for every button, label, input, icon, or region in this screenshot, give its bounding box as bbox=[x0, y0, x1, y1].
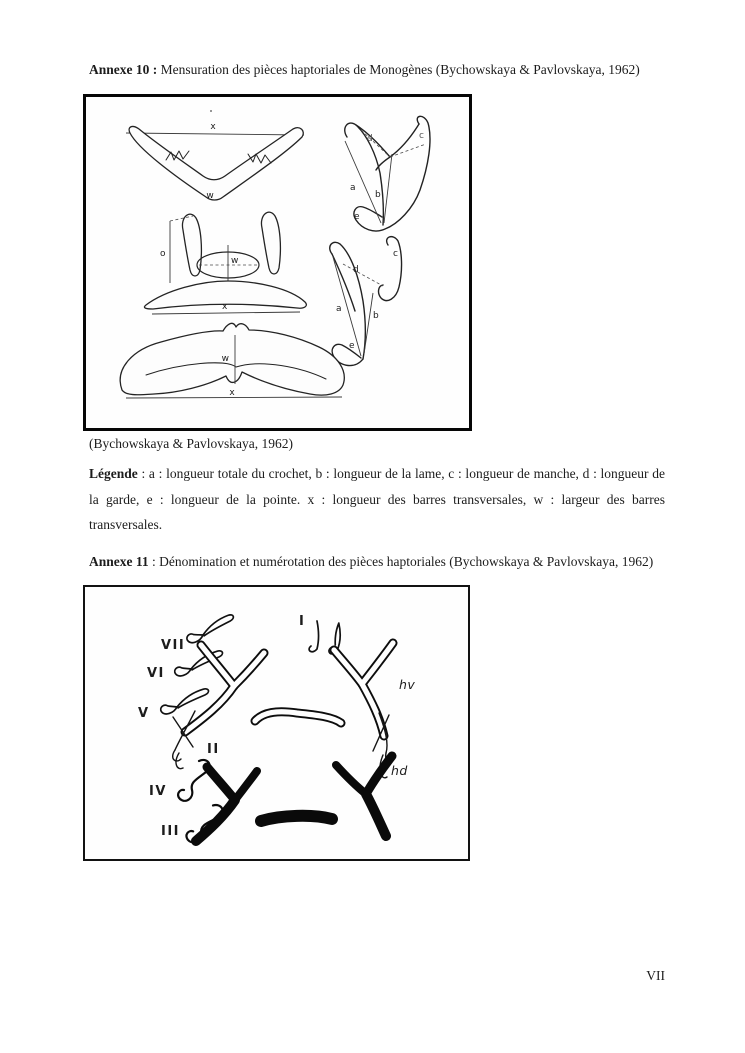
wing-bar-drawing bbox=[120, 323, 344, 398]
hook-mid-d-label: d bbox=[353, 265, 359, 275]
annexe10-figure-caption: (Bychowskaya & Pavlovskaya, 1962) bbox=[89, 436, 293, 451]
hook-mid-c-label: c bbox=[393, 249, 398, 259]
anchor-hook-top-drawing bbox=[345, 116, 430, 231]
annexe10-heading bbox=[89, 62, 665, 78]
label-hv: hv bbox=[399, 676, 416, 692]
label-V: V bbox=[138, 705, 150, 721]
hooklet-IV-drawing bbox=[149, 759, 210, 800]
bar-mid-x-label: x bbox=[222, 302, 228, 312]
ventral-bar-drawing bbox=[126, 110, 304, 201]
annexe10-legend-label: Légende bbox=[89, 466, 138, 481]
haptorial-measurement-drawing bbox=[86, 97, 469, 428]
anchor-hook-mid-drawing bbox=[330, 237, 402, 366]
bar-top-w-label: w bbox=[206, 191, 214, 201]
haptorial-numbering-drawing bbox=[85, 587, 468, 859]
label-VI: VI bbox=[147, 665, 165, 681]
annexe10-figure bbox=[83, 94, 472, 431]
annexe10-heading-label: Annexe 10 : bbox=[89, 62, 158, 77]
bar-mid-o-label: o bbox=[160, 249, 166, 259]
page-content bbox=[89, 62, 665, 861]
hook-top-c-label: c bbox=[419, 131, 424, 141]
label-III: III bbox=[161, 823, 181, 839]
hook-mid-a-label: a bbox=[336, 304, 342, 314]
label-I: I bbox=[299, 613, 306, 629]
bar-bottom-w-label: w bbox=[221, 354, 229, 364]
hook-top-d-label: d bbox=[367, 134, 373, 144]
annexe10-legend bbox=[89, 461, 665, 538]
ventral-anchor-complex-drawing bbox=[173, 643, 416, 778]
page-number: VII bbox=[646, 968, 665, 983]
annexe11-heading-text: : Dénomination et numérotation des pièces haptoriales (Bychowskaya & Pavlovskaya, 1962) bbox=[148, 553, 654, 569]
annexe10-legend-text: : a : longueur totale du crochet, b : longueur de la lame, c : longueur de manche, d : longueur de la garde, e : longueur de la pointe. x : longueur des barres transversales, w : largeur des barres transversales. bbox=[89, 466, 665, 532]
label-VII: VII bbox=[161, 637, 186, 653]
annexe11-heading bbox=[89, 554, 665, 570]
annexe11-heading-label: Annexe 11 bbox=[89, 553, 149, 569]
bar-bottom-x-label: x bbox=[229, 388, 235, 398]
hook-top-e-label: e bbox=[354, 212, 360, 222]
hook-mid-b-label: b bbox=[373, 311, 379, 321]
dorsal-anchor-complex-drawing bbox=[196, 756, 408, 841]
bar-top-x-label: x bbox=[210, 122, 216, 132]
annexe10-heading-text: Mensuration des pièces haptoriales de Monogènes (Bychowskaya & Pavlovskaya, 1962) bbox=[157, 62, 640, 77]
label-IV: IV bbox=[149, 783, 167, 799]
hook-top-b-label: b bbox=[375, 190, 381, 200]
hook-top-a-label: a bbox=[350, 183, 356, 193]
bar-mid-w-label: w bbox=[231, 256, 239, 266]
hook-mid-e-label: e bbox=[349, 341, 355, 351]
label-II: II bbox=[207, 741, 220, 757]
dorsal-bar-drawing bbox=[144, 212, 306, 314]
label-hd: hd bbox=[391, 762, 408, 778]
annexe11-figure bbox=[83, 585, 470, 861]
